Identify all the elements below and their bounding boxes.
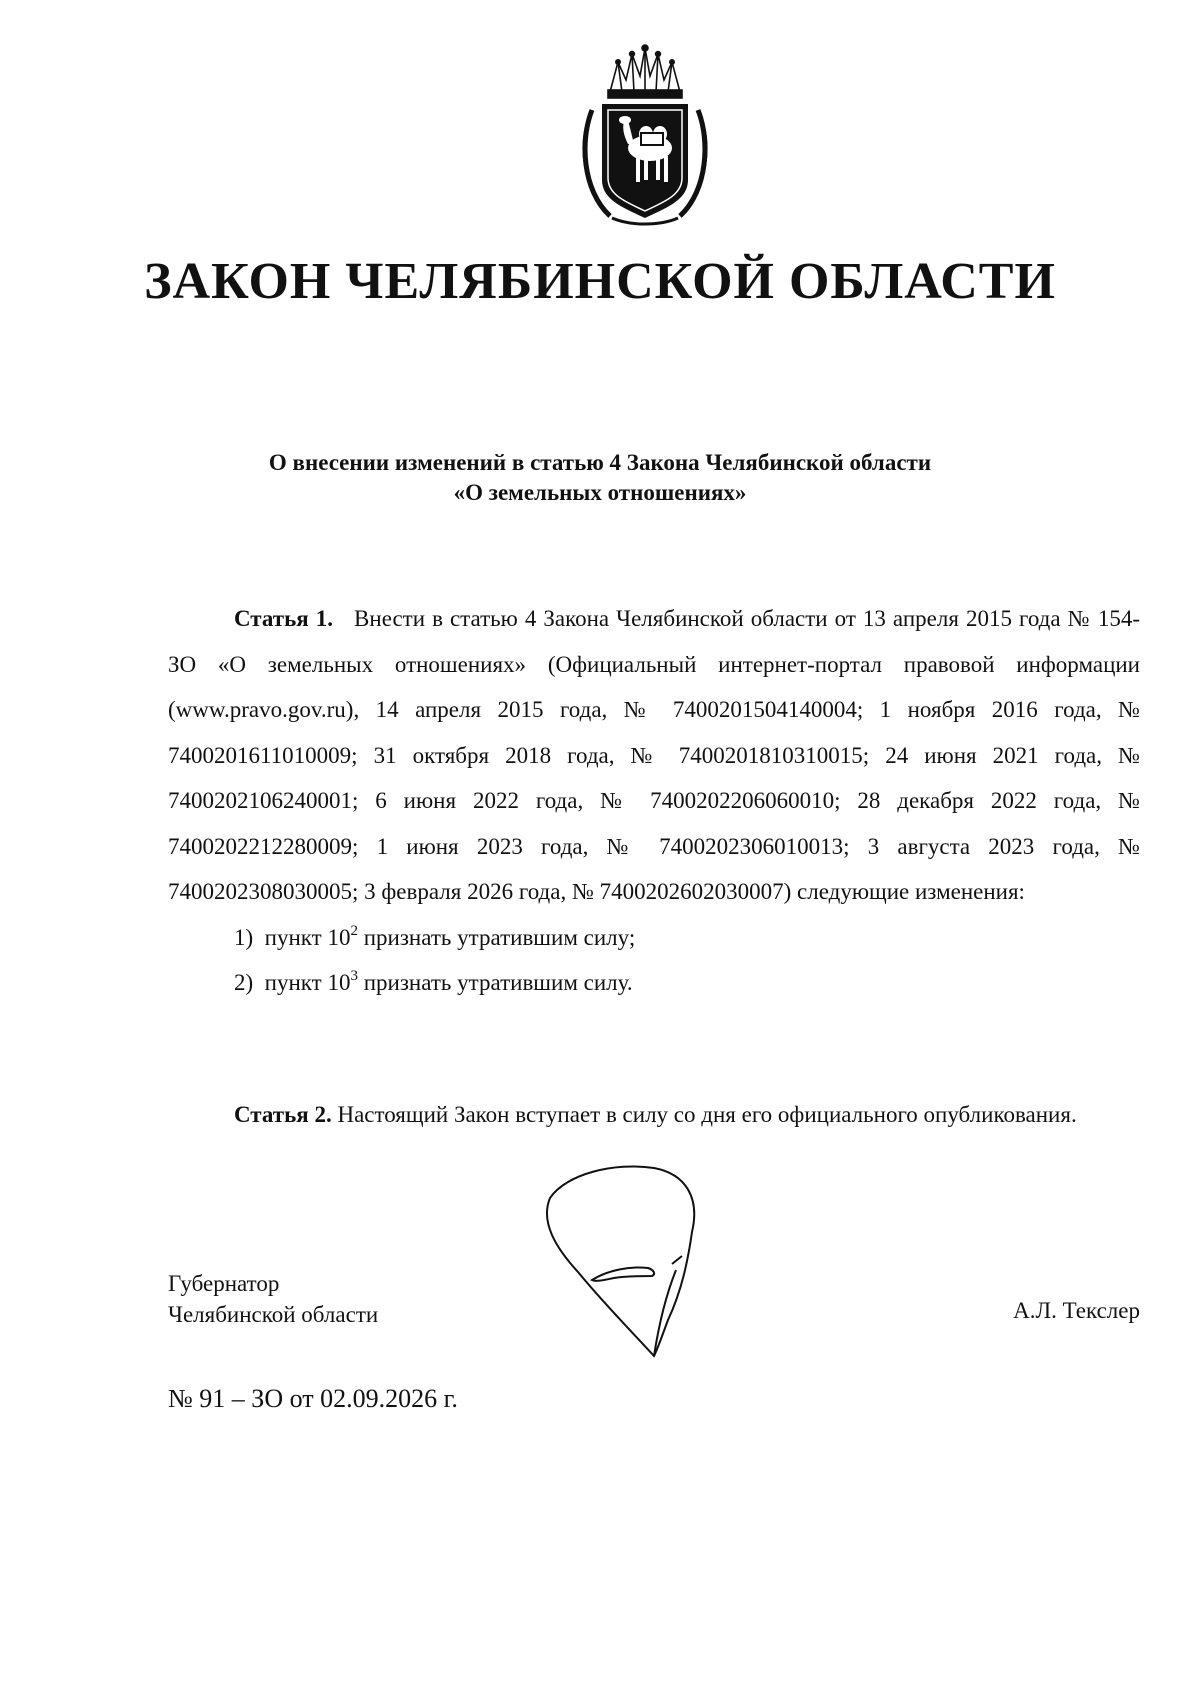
signatory-name: А.Л. Текслер: [1013, 1298, 1140, 1323]
signatory-position: [168, 1268, 378, 1330]
article-1-text: Внести в статью 4 Закона Челябинской области от 13 апреля 2015 года № 154-ЗО «О земельных отношениях» (Официальный интернет-портал правовой информации (www.pravo.gov.ru), 14 апреля 2015 года, № 7400201504140004; 1 ноября 2016 года, № 7400201611010009; 31 октября 2018 года, № 7400201810310015; 24 июня 2021 года, № 7400202106240001; 6 июня 2022 года, № 7400202206060010; 28 декабря 2022 года, № 7400202212280009; 1 июня 2023 года, № 7400202306010013; 3 августа 2023 года, № 7400202308030005; 3 февраля 2026 года, № 7400202602030007) следующие изменения:: [168, 606, 1140, 904]
list-item-text-start: пункт 10: [264, 924, 351, 950]
law-subtitle: [0, 448, 1200, 508]
subtitle-line-2: «О земельных отношениях»: [453, 480, 747, 505]
list-item-number: 1): [234, 924, 254, 950]
article-2: [168, 1092, 1140, 1138]
article-1-paragraph: [168, 596, 1140, 915]
list-item-number: 2): [234, 970, 254, 995]
law-number-and-date: № 91 – ЗО от 02.09.2026 г.: [168, 1384, 458, 1413]
article-1: [168, 596, 1140, 1006]
list-item: [168, 960, 1140, 1006]
list-item: [168, 915, 1140, 961]
article-1-label: Статья 1.: [234, 606, 333, 631]
list-item-superscript: 2: [350, 922, 358, 939]
handwritten-signature: [536, 1160, 746, 1370]
signatory-position-line-1: Губернатор: [168, 1271, 280, 1296]
article-2-text: Настоящий Закон вступает в силу со дня его официального опубликования.: [337, 1102, 1077, 1127]
law-title: ЗАКОН ЧЕЛЯБИНСКОЙ ОБЛАСТИ: [144, 253, 1056, 310]
signatory-position-line-2: Челябинской области: [168, 1302, 379, 1327]
article-2-label: Статья 2.: [234, 1102, 332, 1127]
coat-of-arms-emblem: [570, 40, 720, 228]
subtitle-line-1: О внесении изменений в статью 4 Закона Челябинской области: [268, 450, 932, 475]
list-item-superscript: 3: [350, 968, 358, 984]
list-item-text-end: признать утратившим силу.: [357, 970, 633, 995]
list-item-text-start: пункт 10: [264, 970, 351, 995]
article-2-paragraph: [168, 1092, 1140, 1138]
list-item-text-end: признать утратившим силу;: [357, 924, 636, 950]
